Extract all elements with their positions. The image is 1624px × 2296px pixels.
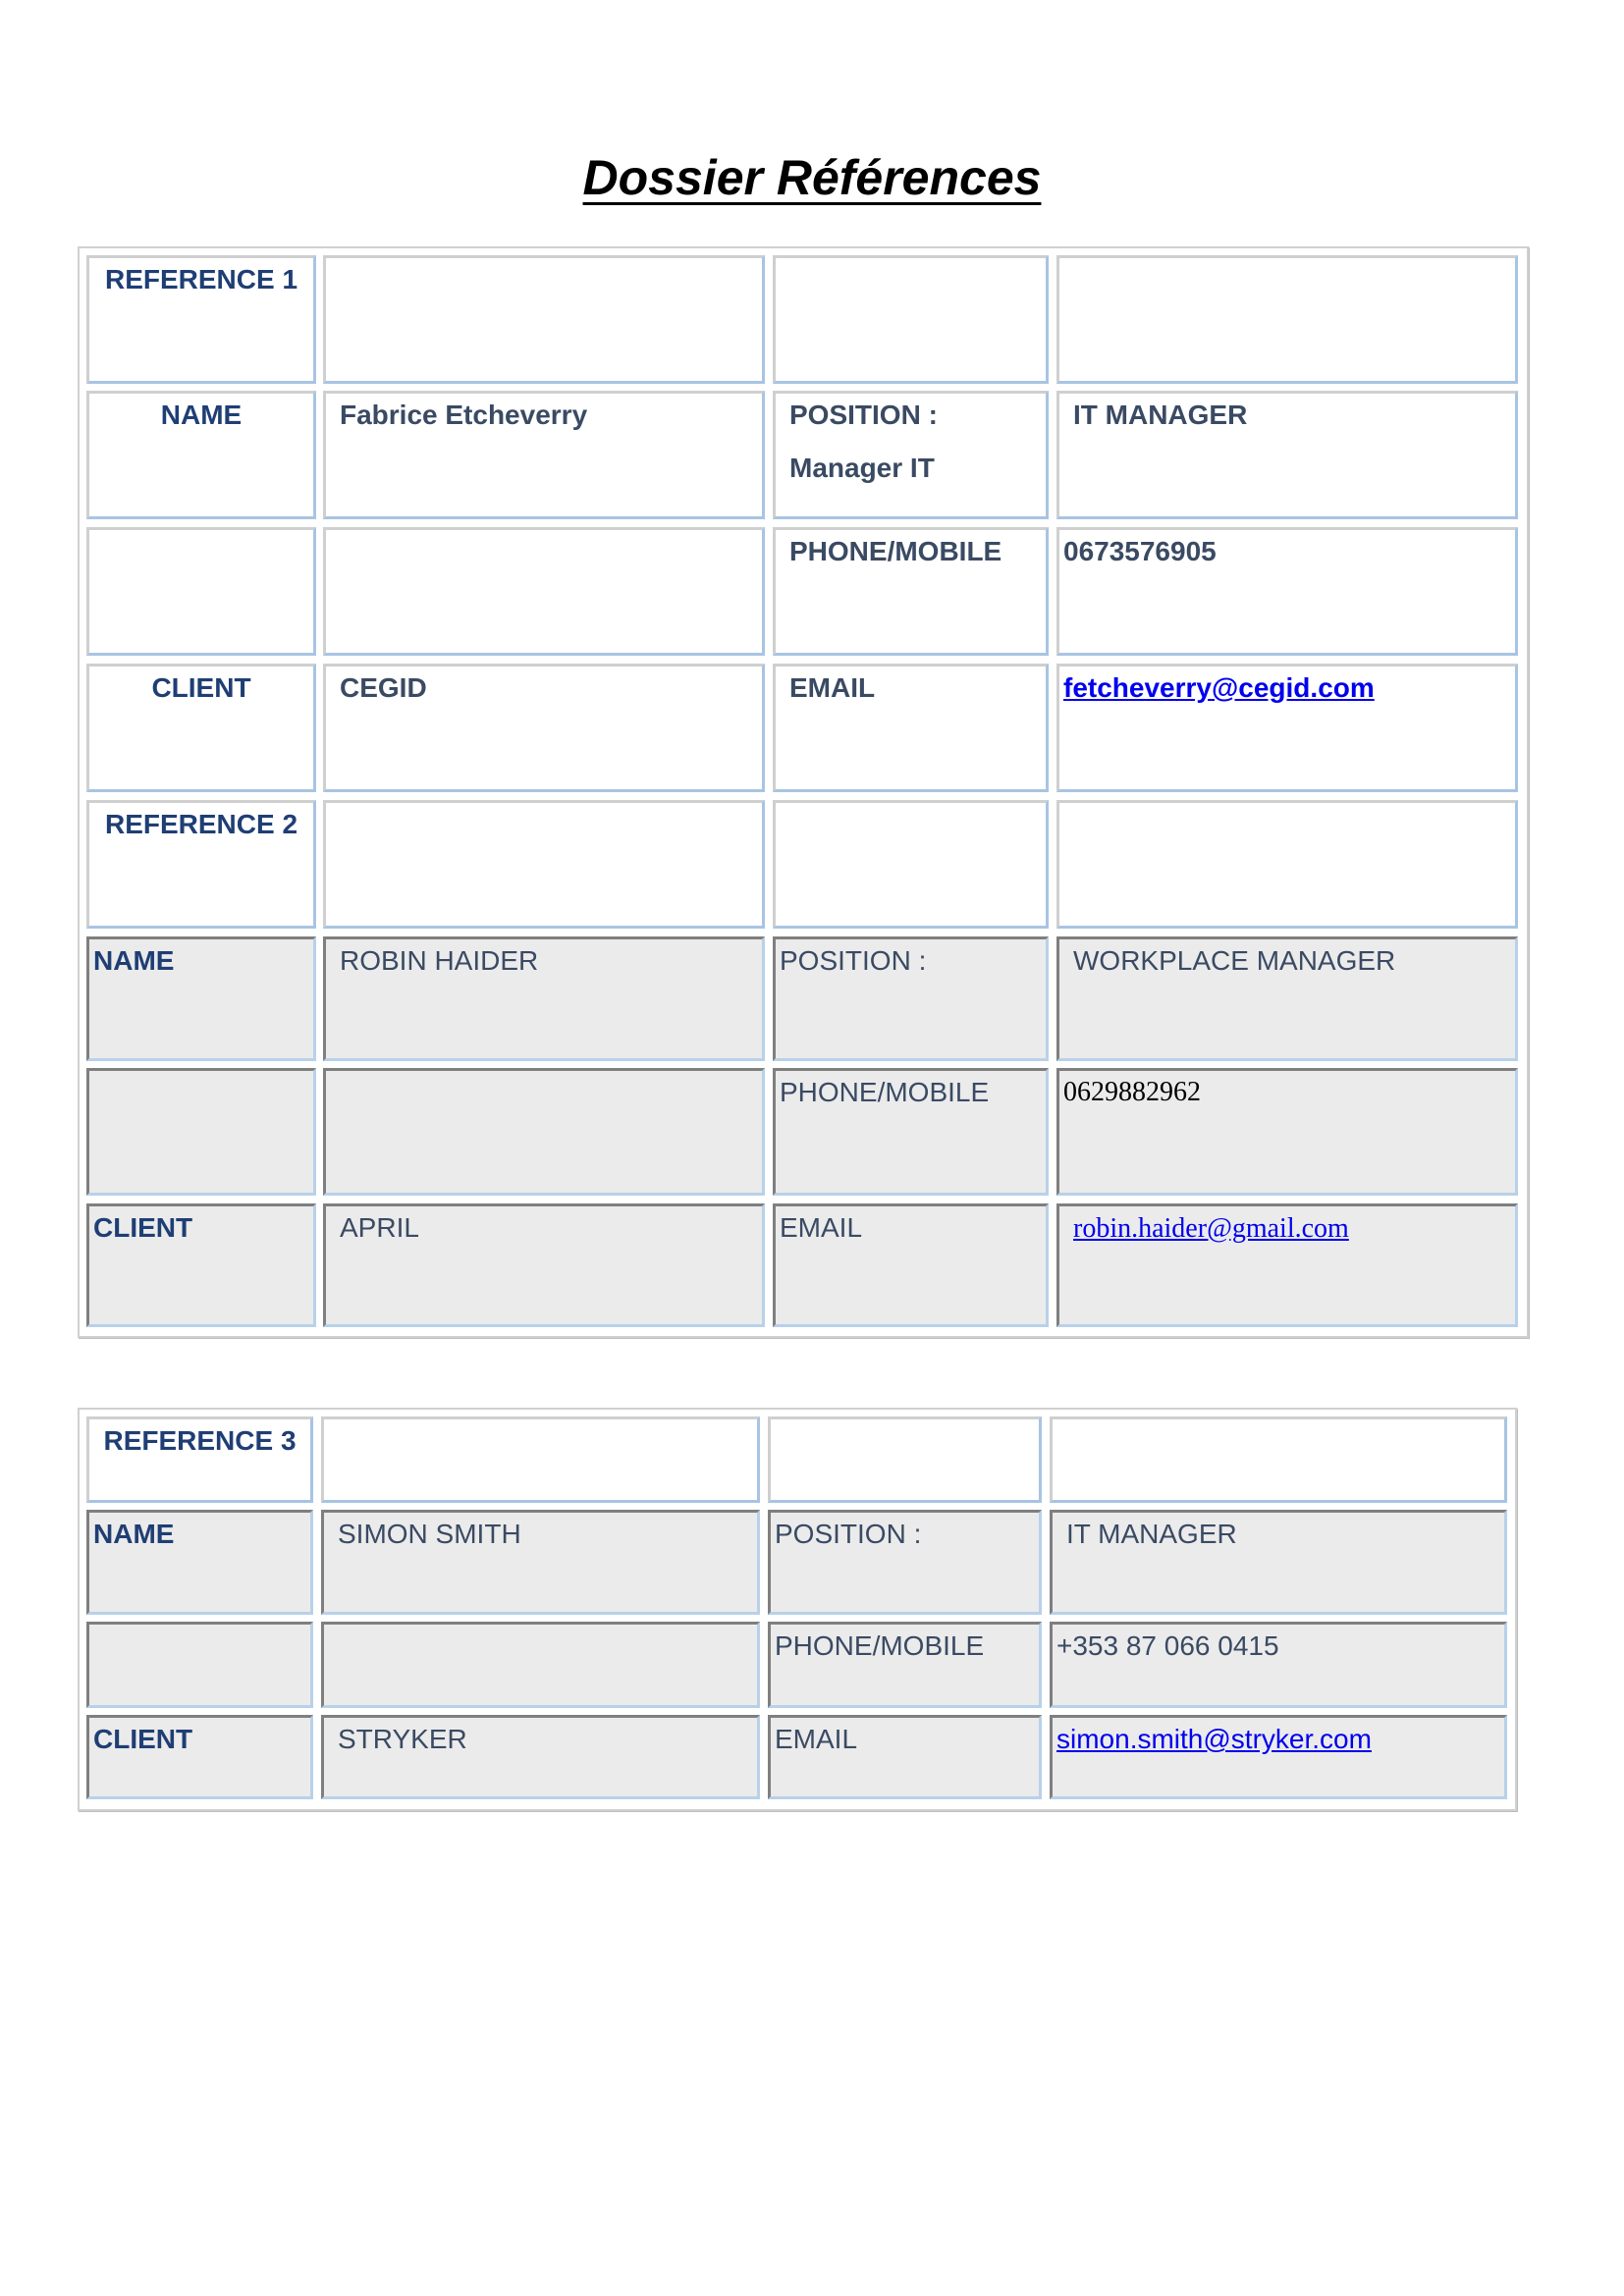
empty-cell	[323, 255, 765, 384]
email-cell	[1050, 1715, 1507, 1799]
position-label: POSITION :	[773, 936, 1049, 1061]
reference-3-phone: +353 87 066 0415	[1050, 1622, 1507, 1708]
client-label: CLIENT	[86, 1715, 313, 1799]
reference-2-client: APRIL	[323, 1203, 765, 1327]
empty-cell	[86, 1622, 313, 1708]
position-label-cell	[773, 391, 1049, 519]
empty-cell	[773, 255, 1049, 384]
email-cell	[1056, 664, 1518, 792]
email-cell	[1056, 1203, 1518, 1327]
empty-cell	[323, 1068, 765, 1196]
phone-label: PHONE/MOBILE	[773, 1068, 1049, 1196]
email-label: EMAIL	[773, 664, 1049, 792]
name-label: NAME	[86, 936, 316, 1061]
empty-cell	[323, 800, 765, 929]
position-label: POSITION :	[768, 1510, 1042, 1615]
name-label: NAME	[86, 391, 316, 519]
reference-3-email-link[interactable]: simon.smith@stryker.com	[1056, 1724, 1372, 1754]
reference-3-heading: REFERENCE 3	[86, 1416, 313, 1503]
empty-cell	[86, 527, 316, 656]
reference-1-heading: REFERENCE 1	[86, 255, 316, 384]
name-label: NAME	[86, 1510, 313, 1615]
reference-2-email-link[interactable]: robin.haider@gmail.com	[1073, 1213, 1349, 1244]
reference-1-name: Fabrice Etcheverry	[323, 391, 765, 519]
reference-2-name: ROBIN HAIDER	[323, 936, 765, 1061]
phone-label: PHONE/MOBILE	[768, 1622, 1042, 1708]
phone-label: PHONE/MOBILE	[773, 527, 1049, 656]
reference-1-email-link[interactable]: fetcheverry@cegid.com	[1063, 672, 1375, 703]
empty-cell	[1056, 800, 1518, 929]
reference-1-position: IT MANAGER	[1056, 391, 1518, 519]
reference-1-phone: 0673576905	[1056, 527, 1518, 656]
reference-3-name: SIMON SMITH	[321, 1510, 760, 1615]
empty-cell	[321, 1416, 760, 1503]
reference-2-phone: 0629882962	[1056, 1068, 1518, 1196]
empty-cell	[1050, 1416, 1507, 1503]
reference-1-client: CEGID	[323, 664, 765, 792]
reference-2-position: WORKPLACE MANAGER	[1056, 936, 1518, 1061]
reference-3-position: IT MANAGER	[1050, 1510, 1507, 1615]
reference-2-heading: REFERENCE 2	[86, 800, 316, 929]
empty-cell	[86, 1068, 316, 1196]
reference-3-client: STRYKER	[321, 1715, 760, 1799]
client-label: CLIENT	[86, 1203, 316, 1327]
email-label: EMAIL	[773, 1203, 1049, 1327]
position-subtitle: Manager IT	[789, 453, 935, 483]
position-label: POSITION :	[789, 400, 938, 430]
empty-cell	[773, 800, 1049, 929]
email-label: EMAIL	[768, 1715, 1042, 1799]
client-label: CLIENT	[86, 664, 316, 792]
empty-cell	[323, 527, 765, 656]
page-title: Dossier Références	[582, 150, 1042, 205]
empty-cell	[768, 1416, 1042, 1503]
empty-cell	[1056, 255, 1518, 384]
empty-cell	[321, 1622, 760, 1708]
